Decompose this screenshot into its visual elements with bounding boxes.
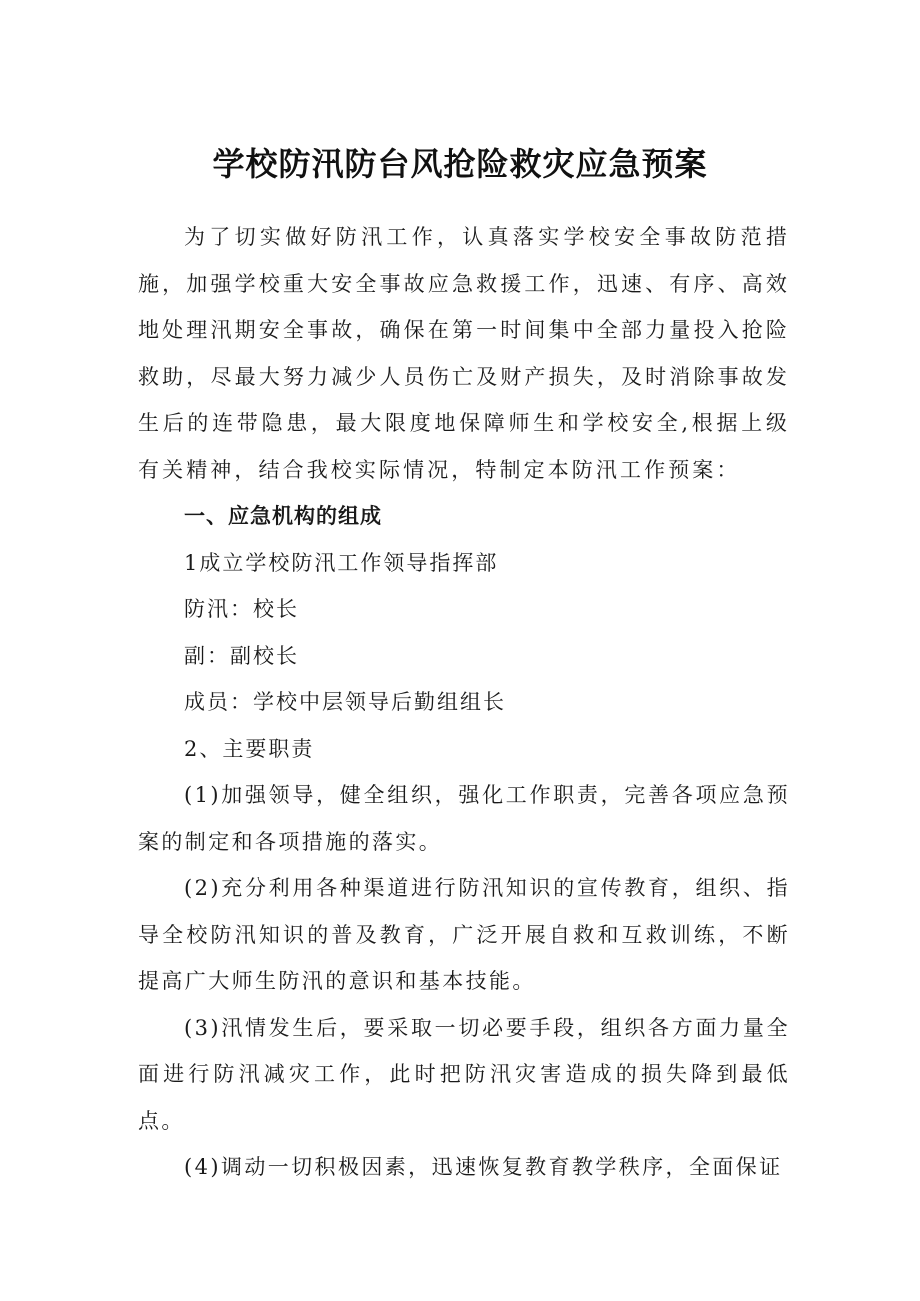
- members-line: 成员：学校中层领导后勤组组长: [184, 690, 506, 714]
- duty-paragraph-3: (3)汛情发生后，要采取一切必要手段，组织各方面力量全面进行防汛减灾工作，此时把防汛灾害造成的损失降到最低点。: [138, 1015, 790, 1133]
- intro-paragraph: 为了切实做好防汛工作，认真落实学校安全事故防范措施，加强学校重大安全事故应急救援工作，迅速、有序、高效地处理汛期安全事故，确保在第一时间集中全部力量投入抢险救助，尽最大努力减少人员伤亡及财产损失，及时消除事故发生后的连带隐患，最大限度地保障师生和学校安全,根据上级有关精神，结合我校实际情况，特制定本防汛工作预案：: [138, 225, 790, 482]
- duty-paragraph-4: (4)调动一切积极因素，迅速恢复教育教学秩序，全面保证: [184, 1155, 783, 1179]
- deputy-line: 副：副校长: [184, 643, 299, 668]
- item-2-main-duties: 2、主要职责: [184, 736, 315, 761]
- duty-paragraph-2: (2)充分利用各种渠道进行防汛知识的宣传教育，组织、指导全校防汛知识的普及教育，广泛开展自救和互救训练，不断提高广大师生防汛的意识和基本技能。: [138, 876, 790, 993]
- document-title: 学校防汛防台风抢险救灾应急预案: [212, 145, 708, 183]
- duty-paragraph-1: (1)加强领导，健全组织，强化工作职责，完善各项应急预案的制定和各项措施的落实。: [138, 783, 790, 854]
- document-body: [138, 214, 790, 1191]
- commander-line: 防汛：校长: [184, 597, 299, 621]
- item-1-command-center: 1成立学校防汛工作领导指挥部: [184, 550, 499, 575]
- section-heading-1: 一、应急机构的组成: [184, 504, 382, 528]
